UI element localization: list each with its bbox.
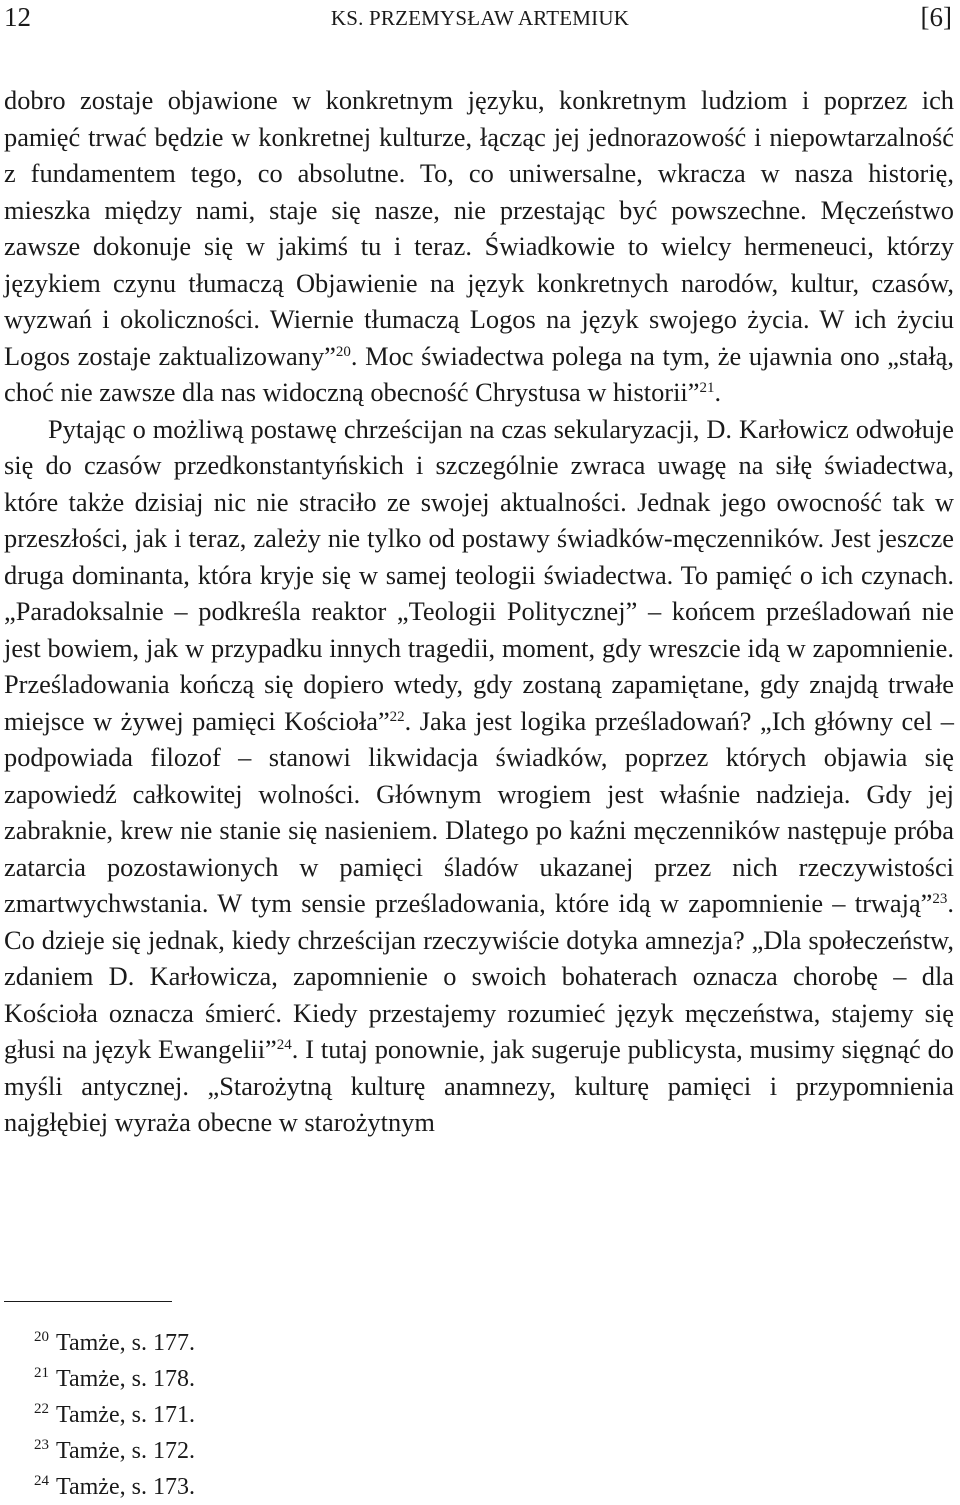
footnote-number: 21 <box>34 1365 49 1381</box>
text-span: dobro zostaje objawione w konkretnym języku, konkretnym ludziom i poprzez ich pamięć trwać będzie w konkretnej kulturze, łącząc jej jednorazowość i niepowtarzalność z fundamentem tego, co absolutne. To, co uniwersalne, wkracza w nasza historię, mieszka między nami, staje się nasze, nie przestając być powszechne. Męczeństwo zawsze dokonuje się w jakimś tu i teraz. Świadkowie to wielcy hermeneuci, którzy językiem czynu tłumaczą Objawienie na język konkretnych narodów, kultur, czasów, wyzwań i okoliczności. Wiernie tłumaczą Logos na język swojego życia. W ich życiu Logos zostaje zaktualizowany” <box>4 85 954 371</box>
page-header <box>0 0 960 40</box>
main-text <box>4 82 954 1141</box>
footnote-text: Tamże, s. 172. <box>56 1438 195 1464</box>
running-head: KS. PRZEMYSŁAW ARTEMIUK <box>330 6 630 30</box>
footnote-number: 22 <box>34 1401 49 1417</box>
paragraph-2 <box>4 411 954 1141</box>
footnote-ref-20[interactable]: 20 <box>335 343 351 360</box>
footnote-23 <box>34 1433 195 1469</box>
footnotes <box>34 1325 195 1505</box>
footnote-ref-22[interactable]: 22 <box>389 708 405 725</box>
footnote-ref-23[interactable]: 23 <box>932 891 948 907</box>
text-span: . Jaka jest logika prześladowań? „Ich główny cel – podpowiada filozof – stanowi likwidacja świadków, poprzez których objawia się zapowiedź całkowitej wolności. Głównym wrogiem jest właśnie nadzieja. Gdy jej zabraknie, krew nie stanie się nasieniem. Dlatego po kaźni męczenników następuje próba zatarcia pozostawionych w pamięci śladów ukazanej przez nich rzeczywistości zmartwychwstania. W tym sensie prześladowania, które idą w zapomnienie – trwają” <box>4 705 954 918</box>
text-span: . I tutaj ponownie, jak sugeruje publicysta, musimy sięgnąć do myśli antycznej. „Starożytną kulturę anamnezy, kulturę pamięci i przypomnienia najgłębiej wyraża obecne w starożytnym <box>4 1034 954 1137</box>
footnote-text: Tamże, s. 177. <box>56 1330 195 1356</box>
footnote-number: 24 <box>34 1473 49 1489</box>
footnote-20 <box>34 1325 195 1361</box>
text-span: . Moc świadectwa polega na tym, że ujawnia ono „stałą, choć nie zawsze dla nas widoczną obecność Chrystusa w historii” <box>4 340 954 407</box>
footnote-24 <box>34 1469 195 1505</box>
footnote-number: 23 <box>34 1437 49 1453</box>
footnote-text: Tamże, s. 178. <box>56 1366 195 1392</box>
text-span: . <box>714 377 722 407</box>
footnote-ref-21[interactable]: 21 <box>699 380 715 396</box>
text-span: . Co dzieje się jednak, kiedy chrześcijan rzeczywiście dotyka amnezja? „Dla społeczeństw, zdaniem D. Karłowicza, zapomnienie o swoich bohaterach oznacza chorobę – dla Kościoła oznacza śmierć. Kiedy przestajemy rozumieć język męczeństwa, stajemy się głusi na język Ewangelii” <box>4 888 954 1064</box>
page-number: 12 <box>4 2 31 32</box>
footnote-separator <box>4 1301 172 1302</box>
footnote-22 <box>34 1397 195 1433</box>
section-mark: [6] <box>920 2 952 32</box>
paragraph-1 <box>4 82 954 411</box>
footnote-text: Tamże, s. 171. <box>56 1402 195 1428</box>
text-span: Pytając o możliwą postawę chrześcijan na czas sekularyzacji, D. Karłowicz odwołuje się do czasów przedkonstantyńskich i szczególnie zwraca uwagę na siłę świadectwa, które także dzisiaj nic nie straciło ze swojej aktualności. Jednak jego owocność tak w przeszłości, jak i teraz, zależy nie tylko od postawy świadków-męczenników. Jest jeszcze druga dominanta, która kryje się w samej teologii świadectwa. To pamięć o ich czynach. „Paradoksalnie – podkreśla reaktor „Teologii Politycznej” – końcem prześladowań nie jest bowiem, jak w przypadku innych tragedii, moment, gdy wreszcie idą w zapomnienie. Prześladowania kończą się dopiero wtedy, gdy zostaną zapamiętane, gdy znajdą trwałe miejsce w żywej pamięci Kościoła” <box>4 413 954 736</box>
footnote-text: Tamże, s. 173. <box>56 1474 195 1500</box>
footnote-21 <box>34 1361 195 1397</box>
footnote-number: 20 <box>34 1329 49 1345</box>
footnote-ref-24[interactable]: 24 <box>276 1037 292 1053</box>
